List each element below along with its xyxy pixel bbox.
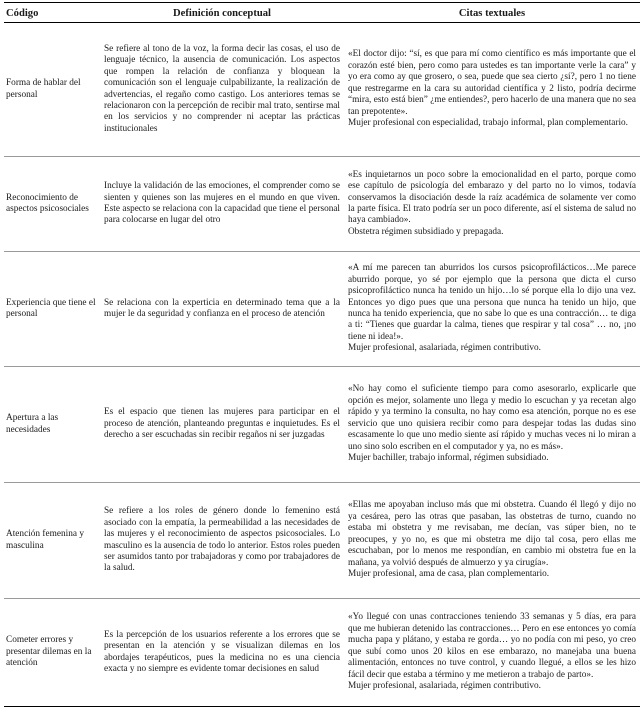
row-code: Forma de hablar del personal: [4, 23, 100, 157]
row-definition: Se relaciona con la experticia en determinado tema que a la mujer le da seguridad y confianza en el proceso de atención: [100, 252, 344, 367]
table-row: [4, 23, 640, 157]
row-quote: «Yo llegué con unas contracciones teniendo 33 semanas y 5 días, era para que me hubieran detenido las contracciones… Pero en ese entonces yo comía mucha papa y plátano, y estaba re gorda… yo no podía con mi peso, yo creo que subí como unos 20 kilos en ese embarazo, no manejaba una buena alimentación, entonces no tuve control, y cuando llegué, a ellos se les hizo fácil decir que estaba a término y me metieron a trabajo de parto».: [348, 612, 636, 680]
row-code: Apertura a las necesidades: [4, 367, 100, 483]
codes-table: [4, 2, 640, 707]
row-definition: Es la percepción de los usuarios referente a los errores que se presentan en la atención y se visualizan dilemas en los abordajes terapéuticos, pues la medicina no es una ciencia exacta y no siempre es evidente tomar decisiones en salud: [100, 599, 344, 707]
row-definition: Se refiere al tono de la voz, la forma decir las cosas, el uso de lenguaje técnico, la ausencia de comunicación. Los aspectos que rompen la relación de confianza y bloquean la comunicación son el lenguaje culpabilizante, la realización de advertencias, el regaño como castigo. Los anteriores temas se relacionaron con la percepción de recibir mal trato, sentirse mal en los servicios y no comprender ni aceptar las prácticas institucionales: [100, 23, 344, 157]
row-code: Cometer errores y presentar dilemas en la atención: [4, 599, 100, 707]
table-row: [4, 252, 640, 367]
table-row: [4, 367, 640, 483]
row-quote: «No hay como el suficiente tiempo para como asesorarlo, explicarle que opción es mejor, solamente uno llega y medio lo escuchan y ya recetan algo rápido y ya termino la consulta, no hay como esa atención, porque no es ese servicio que uno quisiera recibir como para despejar todas las dudas sino escasamente lo que uno medio siente así rápido y muchas veces ni lo miran a uno sino solo escriben en el computador y ya, no es más».: [348, 384, 636, 452]
table-header-row: [4, 3, 640, 23]
row-definition: Incluye la validación de las emociones, el comprender como se sienten y quienes son las mujeres en el mundo en que viven. Este aspecto se relaciona con la capacidad que tiene el personal para colocarse en lugar del otro: [100, 157, 344, 252]
header-code: Código: [4, 3, 100, 23]
row-code: Reconocimiento de aspectos psicosociales: [4, 157, 100, 252]
row-code: Experiencia que tiene el personal: [4, 252, 100, 367]
row-quote-cell: [344, 367, 640, 483]
table-row: [4, 157, 640, 252]
row-quote-cell: [344, 483, 640, 599]
row-quote-cell: [344, 157, 640, 252]
row-quote-author: Mujer profesional con especialidad, trabajo informal, plan complementario.: [348, 118, 628, 129]
header-definition: Definición conceptual: [100, 3, 344, 23]
row-quote-author: Mujer profesional, asalariada, régimen contributivo.: [348, 343, 541, 354]
row-quote-author: Mujer profesional, asalariada, régimen contributivo.: [348, 681, 541, 692]
header-quotes: Citas textuales: [344, 3, 640, 23]
row-quote-author: Obstetra régimen subsidiado y prepagada.: [348, 226, 504, 237]
row-definition: Es el espacio que tienen las mujeres para participar en el proceso de atención, planteando preguntas e inquietudes. Es el derecho a ser escuchadas sin recibir regaños ni ser juzgadas: [100, 367, 344, 483]
row-quote-cell: [344, 599, 640, 707]
row-quote: «Es inquietarnos un poco sobre la emocionalidad en el parto, porque como ese capítulo de psicología del embarazo y del parto no lo vimos, todavía conservamos la disociación desde la raíz académica de solamente ver como la parte física. El trato podría ser un poco diferente, así el sistema de salud no haya cambiado».: [348, 169, 636, 226]
table-row: [4, 599, 640, 707]
table-row: [4, 483, 640, 599]
row-code: Atención femenina y masculina: [4, 483, 100, 599]
row-quote: «Ellas me apoyaban incluso más que mi obstetra. Cuando él llegó y dijo no ya cesárea, pero las otras que pasaban, las obstetras de turno, cuando no estaba mi obstetra y me revisaban, me decían, vas súper bien, no te preocupes, y yo no, es que mi obstetra me dijo tal cosa, pero ellas me escuchaban, por lo menos me respondían, en cambio mi obstetra fue en la mañana, ya volvió después de almuerzo y ya cirugía».: [348, 500, 636, 568]
row-quote: «A mí me parecen tan aburridos los cursos psicoprofilácticos…Me parece aburrido porque, yo sé por ejemplo que la persona que dicta el curso psicoprofiláctico nunca ha tenido un hijo…lo sé porque ella lo dijo una vez. Entonces yo digo pues que una persona que nunca ha tenido un hijo, que nunca ha tenido experiencia, que no sabe lo que es una contracción… te diga a ti: “Tienes que guardar la calma, tienes que respirar y tal cosa” … no, ¡no tiene ni idea!».: [348, 263, 636, 342]
row-quote-author: Mujer bachiller, trabajo informal, régimen subsidiado.: [348, 453, 549, 464]
row-quote: «El doctor dijo: “sí, es que para mí como científico es más importante que el corazón esté bien, pero como para ustedes es tan importante verle la cara” y yo era como ay que grosero, o sea, puede que sea cierto ¿sí?, pero 1 no tiene que restregarme en la cara su autoridad científica y 2 listo, podría decirme “mira, esto está bien” ¿me entiendes?, pero hacerlo de una manera que no sea tan prepotente».: [348, 49, 636, 117]
row-quote-cell: [344, 252, 640, 367]
row-quote-cell: [344, 23, 640, 157]
row-definition: Se refiere a los roles de género donde lo femenino está asociado con la empatía, la permeabilidad a las necesidades de las mujeres y el reconocimiento de aspectos psicosociales. Lo masculino es la ausencia de todo lo anterior. Estos roles pueden ser asumidos tanto por trabajadoras y como por trabajadores de la salud.: [100, 483, 344, 599]
row-quote-author: Mujer profesional, ama de casa, plan complementario.: [348, 569, 550, 580]
